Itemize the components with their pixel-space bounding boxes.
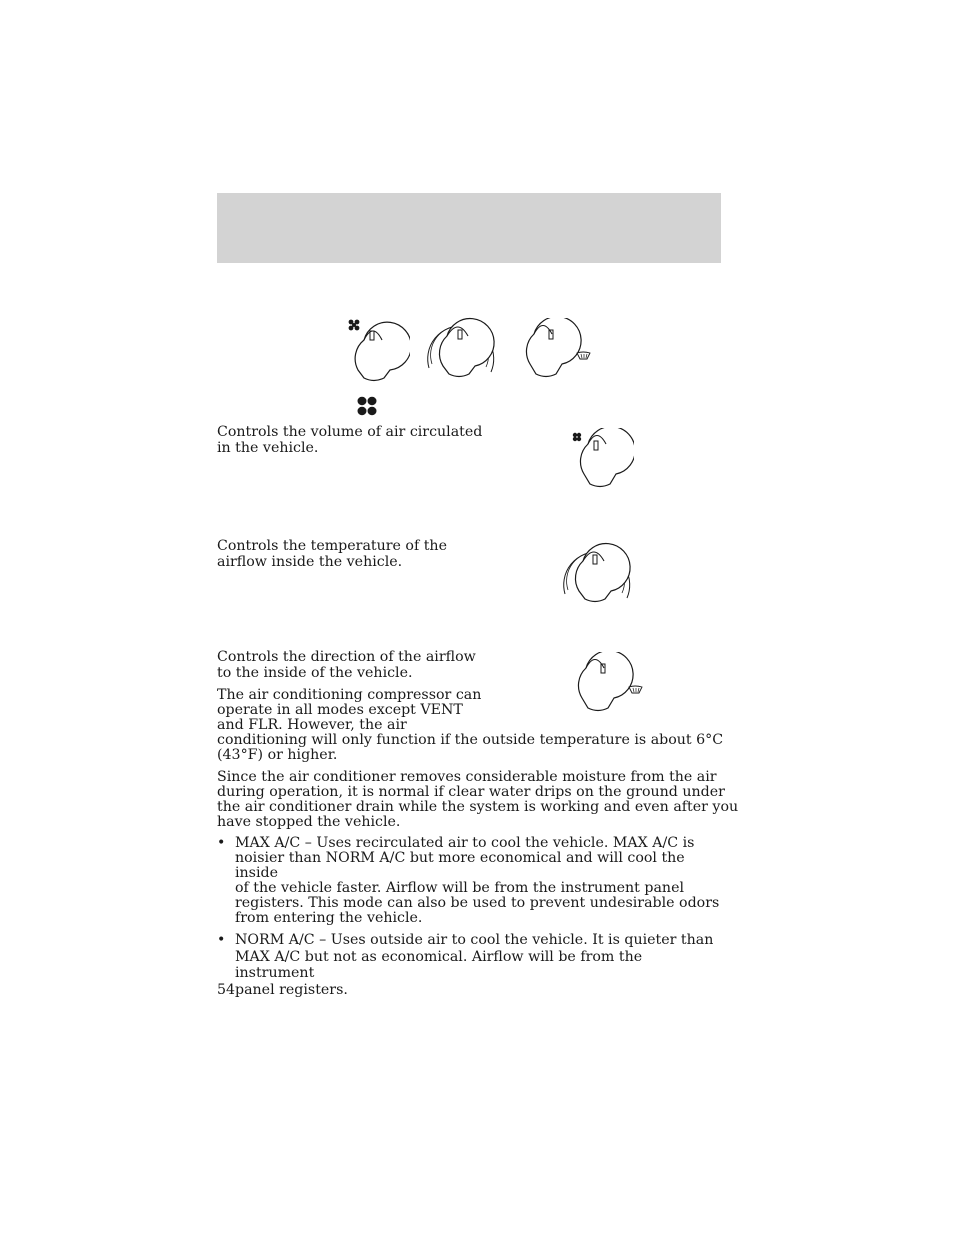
knob-icon xyxy=(526,318,581,377)
text-line: during operation, it is normal if clear water drips on the ground under xyxy=(217,784,725,800)
section-header-band xyxy=(217,193,721,263)
fan-icon xyxy=(356,395,378,417)
moisture-paragraph xyxy=(217,770,738,830)
list-item xyxy=(217,836,723,926)
small-fan-icon xyxy=(349,320,360,331)
text-line: MAX A/C but not as economical. Airflow will be from the instrument xyxy=(235,948,643,981)
text-line: conditioning will only function if the outside temperature is about 6°C xyxy=(217,732,724,748)
text-line: the air conditioner drain while the system is working and even after you xyxy=(217,799,739,815)
list-item xyxy=(217,932,723,998)
fan-speed-knob-figure xyxy=(340,312,410,384)
text-line: noisier than NORM A/C but more economical and will cool the inside xyxy=(235,850,685,881)
text-line: have stopped the vehicle. xyxy=(217,814,401,830)
temperature-knob-figure xyxy=(420,314,498,384)
temperature-description xyxy=(217,538,447,570)
fan-speed-description xyxy=(217,424,482,456)
text-line: from entering the vehicle. xyxy=(235,910,423,926)
bullet-icon: • xyxy=(217,835,226,851)
text-line: (43°F) or higher. xyxy=(217,747,338,763)
text-line: The air conditioning compressor can xyxy=(217,687,482,703)
defrost-icon xyxy=(577,352,590,359)
text-line: airflow inside the vehicle. xyxy=(217,554,403,570)
knob-icon xyxy=(355,322,410,380)
bullet-icon: • xyxy=(217,932,226,948)
text-line: operate in all modes except VENT xyxy=(217,702,463,718)
text-line: registers. This mode can also be used to prevent undesirable odors xyxy=(235,895,720,911)
knob-icon xyxy=(439,319,494,377)
text-line: Controls the direction of the airflow xyxy=(217,649,476,665)
small-fan-icon xyxy=(573,433,581,441)
text-line: in the vehicle. xyxy=(217,440,319,456)
knob-icon xyxy=(580,428,634,487)
page-number: 54 xyxy=(217,982,236,998)
ac-mode-list xyxy=(217,836,723,998)
text-line: of the vehicle faster. Airflow will be from the instrument panel xyxy=(235,880,684,896)
mode-knob-figure xyxy=(520,318,592,382)
text-line: MAX A/C – Uses recirculated air to cool the vehicle. MAX A/C is xyxy=(235,835,695,851)
text-line: Since the air conditioner removes considerable moisture from the air xyxy=(217,769,717,785)
text-line: Controls the volume of air circulated xyxy=(217,424,483,440)
temperature-knob-figure-small xyxy=(556,540,634,606)
text-line: panel registers. xyxy=(235,981,348,998)
text-line: and FLR. However, the air xyxy=(217,717,407,733)
text-line: NORM A/C – Uses outside air to cool the vehicle. It is quieter than xyxy=(235,932,714,948)
fan-speed-knob-figure-small xyxy=(564,428,634,496)
ac-compressor-paragraph xyxy=(217,688,723,763)
mode-description xyxy=(217,649,476,681)
text-line: Controls the temperature of the xyxy=(217,538,447,554)
text-line: to the inside of the vehicle. xyxy=(217,665,413,681)
